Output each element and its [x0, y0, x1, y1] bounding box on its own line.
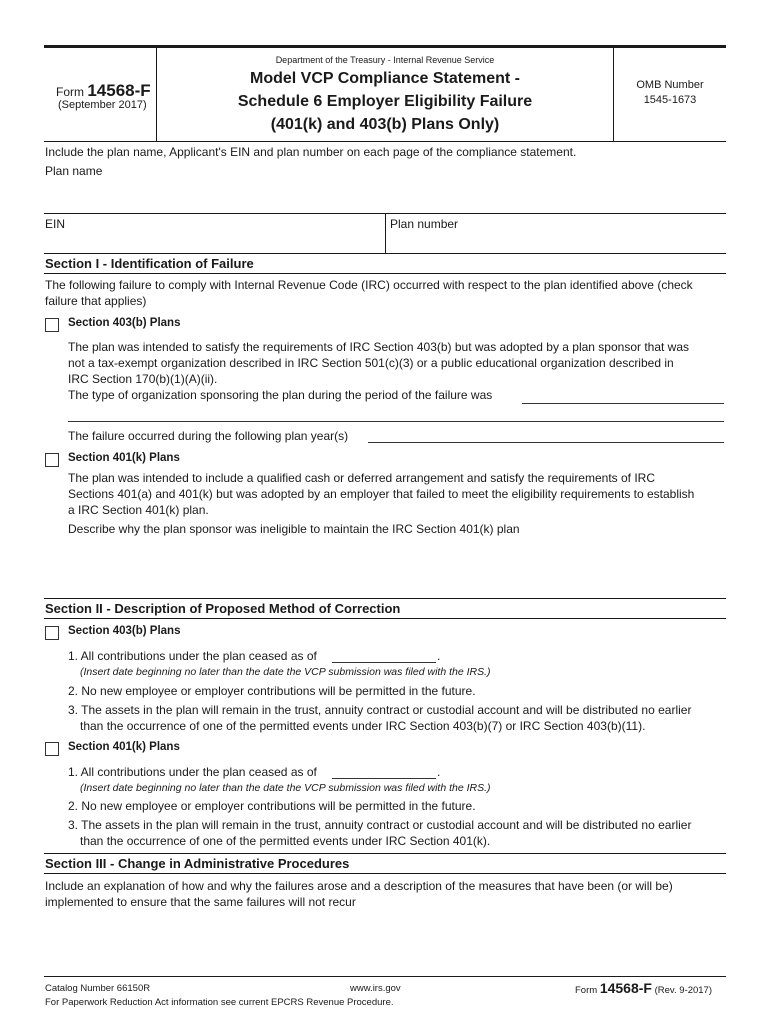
form-date: (September 2017) [58, 99, 147, 111]
section1-title: Section I - Identification of Failure [45, 256, 254, 271]
section2-403b-title: Section 403(b) Plans [68, 625, 181, 637]
intro-text: Include the plan name, Applicant's EIN and plan number on each page of the compliance statement. [45, 145, 577, 159]
paperwork-notice: For Paperwork Reduction Act information see current EPCRS Revenue Procedure. [45, 997, 394, 1008]
section1-403b-p2: not a tax-exempt organization described in IRC Section 501(c)(3) or a public educational organization described in [68, 356, 674, 370]
fields-bottom-rule [44, 253, 726, 254]
section2-b1: 1. All contributions under the plan ceased as of [68, 765, 317, 779]
section2-a1-end: . [437, 649, 441, 663]
footer-form-id [575, 980, 712, 996]
plan-years-input[interactable] [368, 428, 724, 443]
ein-divider [385, 214, 386, 253]
section1-401k-p2: Sections 401(a) and 401(k) but was adopted by an employer that failed to meet the eligibility requirements to establish [68, 487, 695, 501]
section2-401k-checkbox[interactable] [45, 742, 59, 756]
catalog-number: Catalog Number 66150R [45, 983, 151, 994]
b1-date-input[interactable] [332, 764, 436, 779]
section3-top-rule [44, 853, 726, 854]
section2-b3-l1: 3. The assets in the plan will remain in the trust, annuity contract or custodial account and will be distributed no earlier [68, 818, 692, 832]
section2-title: Section II - Description of Proposed Method of Correction [45, 601, 401, 616]
section1-403b-type: The type of organization sponsoring the plan during the period of the failure was [68, 388, 493, 402]
section1-intro-2: failure that applies) [45, 294, 147, 308]
ineligible-description-field[interactable] [68, 538, 724, 594]
header-bottom-rule [44, 141, 726, 142]
ein-label: EIN [45, 217, 66, 231]
section1-401k-title: Section 401(k) Plans [68, 452, 180, 464]
section1-401k-p3: a IRC Section 401(k) plan. [68, 503, 209, 517]
section1-intro-1: The following failure to comply with Internal Revenue Code (IRC) occurred with respect to the plan identified above (check [45, 278, 693, 292]
top-rule [44, 45, 726, 48]
section3-title: Section III - Change in Administrative Procedures [45, 856, 350, 871]
section2-a3-l2: than the occurrence of one of the permitted events under IRC Section 403(b)(7) or IRC Section 403(b)(11). [80, 719, 646, 733]
omb-label: OMB Number [636, 79, 704, 91]
plan-name-field[interactable] [44, 180, 726, 212]
form-number: 14568-F [87, 81, 151, 100]
ein-field[interactable] [44, 232, 384, 252]
section1-403b-years: The failure occurred during the following plan year(s) [68, 429, 349, 443]
section2-403b-checkbox[interactable] [45, 626, 59, 640]
section2-top-rule [44, 598, 726, 599]
section1-401k-p1: The plan was intended to include a qualified cash or deferred arrangement and satisfy the requirements of IRC [68, 471, 656, 485]
section3-line1: Include an explanation of how and why the failures arose and a description of the measures that have been (or will be) [45, 879, 673, 893]
org-type-input[interactable] [522, 389, 724, 404]
plan-number-field[interactable] [387, 232, 725, 252]
section1-rule [44, 273, 726, 274]
footer-form-number: 14568-F [599, 980, 652, 996]
footer-rev: (Rev. 9-2017) [654, 985, 712, 996]
footer-rule [44, 976, 726, 977]
section2-401k-title: Section 401(k) Plans [68, 741, 180, 753]
org-type-input-2[interactable] [68, 407, 724, 422]
section2-a1: 1. All contributions under the plan ceased as of [68, 649, 317, 663]
section1-403b-p3: IRC Section 170(b)(1)(A)(ii). [68, 372, 218, 386]
section1-403b-checkbox[interactable] [45, 318, 59, 332]
section3-rule [44, 873, 726, 874]
section1-401k-describe: Describe why the plan sponsor was ineligible to maintain the IRC Section 401(k) plan [68, 522, 520, 536]
section2-rule [44, 618, 726, 619]
section1-403b-title: Section 403(b) Plans [68, 317, 181, 329]
form-title-1: Model VCP Compliance Statement - [250, 70, 520, 87]
a1-date-input[interactable] [332, 648, 436, 663]
section3-explanation-field[interactable] [44, 912, 726, 972]
form-label [56, 81, 151, 101]
plan-number-label: Plan number [390, 217, 459, 231]
section1-401k-checkbox[interactable] [45, 453, 59, 467]
form-title-2: Schedule 6 Employer Eligibility Failure [237, 93, 533, 110]
section3-line2: implemented to ensure that the same failures will not recur [45, 895, 356, 909]
section2-b3-l2: than the occurrence of one of the permitted events under IRC Section 401(k). [80, 834, 491, 848]
form-title-3: (401(k) and 403(b) Plans Only) [270, 116, 500, 133]
department: Department of the Treasury - Internal Revenue Service [275, 55, 495, 65]
section2-b1-note: (Insert date beginning no later than the date the VCP submission was filed with the IRS.) [80, 782, 491, 794]
form-word: Form [56, 85, 84, 99]
section2-a3-l1: 3. The assets in the plan will remain in the trust, annuity contract or custodial account and will be distributed no earlier [68, 703, 692, 717]
section2-b2: 2. No new employee or employer contributions will be permitted in the future. [68, 799, 476, 813]
section2-b1-end: . [437, 765, 441, 779]
section2-a1-note: (Insert date beginning no later than the date the VCP submission was filed with the IRS.) [80, 666, 491, 678]
plan-name-label: Plan name [45, 164, 103, 178]
footer-form-word: Form [575, 985, 598, 996]
section2-a2: 2. No new employee or employer contributions will be permitted in the future. [68, 684, 476, 698]
omb-number: 1545-1673 [643, 94, 697, 106]
section1-403b-p1: The plan was intended to satisfy the requirements of IRC Section 403(b) but was adopted by a plan sponsor that was [68, 340, 690, 354]
irs-website: www.irs.gov [350, 983, 401, 994]
